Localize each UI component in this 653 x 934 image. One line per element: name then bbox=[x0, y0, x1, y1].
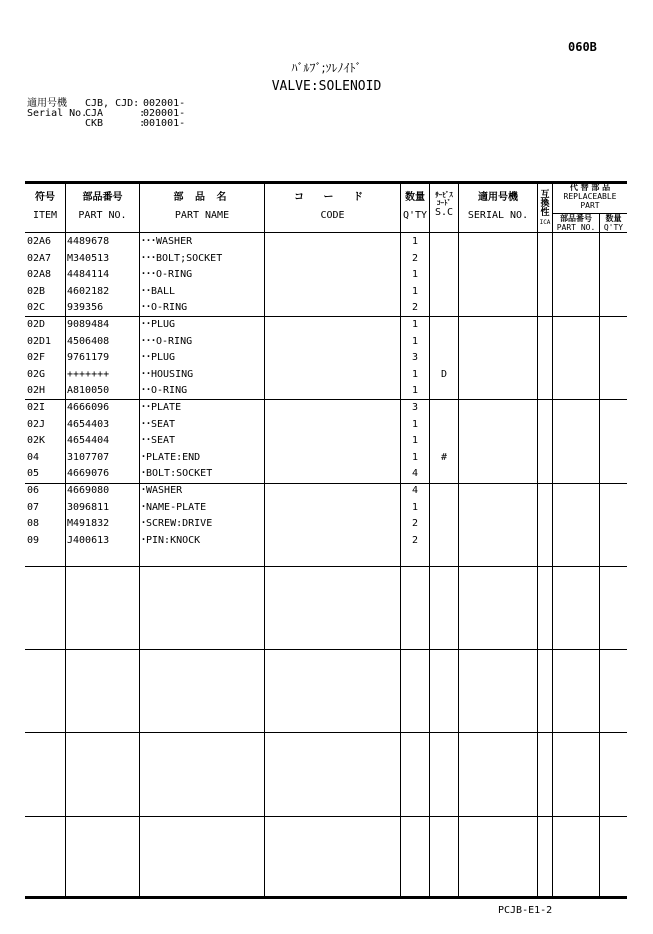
header-replaceable-part: 代 替 部 品 REPLACEABLE PART bbox=[563, 183, 617, 210]
header-code: コ ー ド CODE bbox=[294, 192, 371, 221]
serial-info bbox=[27, 99, 185, 129]
page-code: 060B bbox=[568, 40, 597, 54]
item-cell: 09 bbox=[27, 534, 40, 546]
item-cell: 04 bbox=[27, 451, 40, 463]
qty-cell: 1 bbox=[411, 285, 419, 297]
part-name-cell: ･PIN:KNOCK bbox=[141, 534, 201, 546]
part-name-cell: ･･SEAT bbox=[141, 418, 176, 430]
serial-value: 001001- bbox=[143, 118, 186, 129]
item-cell: 02H bbox=[27, 385, 46, 397]
column-divider bbox=[65, 181, 66, 897]
qty-cell: 1 bbox=[411, 319, 419, 330]
part-no-cell: M491832 bbox=[67, 518, 110, 530]
part-name-cell: ･PLATE:END bbox=[141, 451, 201, 463]
serial-model: CJB, CJD: bbox=[85, 98, 140, 109]
header-part-name: 部 品 名 PART NAME bbox=[173, 192, 231, 221]
part-name-cell: ･BOLT:SOCKET bbox=[141, 468, 213, 480]
qty-cell: 1 bbox=[411, 418, 419, 430]
item-cell: 02D bbox=[27, 319, 46, 330]
part-no-cell: 939356 bbox=[67, 302, 104, 314]
item-cell: 02G bbox=[27, 368, 46, 380]
qty-cell: 1 bbox=[411, 335, 419, 347]
qty-cell: 2 bbox=[411, 518, 419, 530]
part-name-cell: ･･PLUG bbox=[141, 319, 176, 330]
part-no-cell: 3107707 bbox=[67, 451, 110, 463]
part-no-cell: J400613 bbox=[67, 534, 110, 546]
column-divider bbox=[429, 181, 430, 897]
column-divider bbox=[537, 181, 538, 897]
part-name-cell: ･･SEAT bbox=[141, 435, 176, 447]
qty-cell: 1 bbox=[411, 269, 419, 281]
part-name-cell: ･･･BOLT;SOCKET bbox=[141, 252, 223, 264]
qty-cell: 3 bbox=[411, 352, 419, 364]
qty-cell: 4 bbox=[411, 468, 419, 480]
header-replaceable-qty: 数量 Q'TY bbox=[603, 214, 624, 232]
header-service-code: ｻｰﾋﾞｽ ｺｰﾄﾞ S.C bbox=[434, 191, 454, 218]
serial-label bbox=[27, 119, 85, 129]
title-japanese: ﾊﾞﾙﾌﾞ;ｿﾚﾉｲﾄﾞ bbox=[291, 61, 362, 75]
item-cell: 08 bbox=[27, 518, 40, 530]
item-cell: 02K bbox=[27, 435, 46, 447]
part-name-cell: ･･･WASHER bbox=[141, 236, 193, 247]
qty-cell: 1 bbox=[411, 385, 419, 397]
qty-cell: 3 bbox=[411, 402, 419, 413]
item-cell: 02J bbox=[27, 418, 46, 430]
part-name-cell: ･･O-RING bbox=[141, 385, 188, 397]
part-name-cell: ･WASHER bbox=[141, 485, 183, 496]
footer-code: PCJB-E1-2 bbox=[498, 905, 553, 916]
part-name-cell: ･･BALL bbox=[141, 285, 176, 297]
serial-label: 適用号機 bbox=[27, 98, 67, 109]
item-cell: 05 bbox=[27, 468, 40, 480]
column-divider bbox=[139, 181, 140, 897]
part-name-cell: ･･･O-RING bbox=[141, 269, 193, 281]
header-qty: 数量 Q'TY bbox=[402, 192, 428, 221]
item-cell: 02A8 bbox=[27, 269, 52, 281]
serial-model: CKB : bbox=[85, 118, 146, 129]
qty-cell: 2 bbox=[411, 302, 419, 314]
part-no-cell: 4669076 bbox=[67, 468, 110, 480]
service-code-cell: # bbox=[440, 451, 448, 463]
item-cell: 02A6 bbox=[27, 236, 52, 247]
part-name-cell: ･･PLUG bbox=[141, 352, 176, 364]
part-name-cell: ･NAME-PLATE bbox=[141, 501, 207, 513]
qty-cell: 1 bbox=[411, 368, 419, 380]
part-name-cell: ･･PLATE bbox=[141, 402, 182, 413]
part-no-cell: 4669080 bbox=[67, 485, 110, 496]
item-cell: 02C bbox=[27, 302, 46, 314]
serial-value: 020001- bbox=[143, 108, 186, 119]
header-part-no: 部品番号 PART NO. bbox=[78, 192, 127, 221]
qty-cell: 1 bbox=[411, 451, 419, 463]
item-cell: 02I bbox=[27, 402, 46, 413]
item-cell: 07 bbox=[27, 501, 40, 513]
column-divider bbox=[264, 181, 265, 897]
part-name-cell: ･･HOUSING bbox=[141, 368, 194, 380]
column-divider bbox=[552, 181, 553, 897]
serial-label: Serial No. bbox=[27, 108, 88, 119]
part-name-cell: ･･･O-RING bbox=[141, 335, 193, 347]
item-cell: 06 bbox=[27, 485, 40, 496]
part-no-cell: 4654403 bbox=[67, 418, 110, 430]
part-no-cell: 4484114 bbox=[67, 269, 110, 281]
header-replaceable-part-no: 部品番号 PART NO. bbox=[556, 214, 596, 232]
part-no-cell: M340513 bbox=[67, 252, 110, 264]
part-no-cell: 4506408 bbox=[67, 335, 110, 347]
part-no-cell: A810050 bbox=[67, 385, 110, 397]
part-no-cell: 4666096 bbox=[67, 402, 110, 413]
part-no-cell: 9089484 bbox=[67, 319, 110, 330]
part-no-cell: 4654404 bbox=[67, 435, 110, 447]
item-cell: 02A7 bbox=[27, 252, 52, 264]
part-no-cell: 4489678 bbox=[67, 236, 110, 247]
part-no-cell: 9761179 bbox=[67, 352, 110, 364]
qty-cell: 2 bbox=[411, 534, 419, 546]
qty-cell: 1 bbox=[411, 236, 419, 247]
service-code-cell: D bbox=[440, 368, 448, 380]
part-no-cell: 4602182 bbox=[67, 285, 110, 297]
header-ica: 互 換 性 ICA bbox=[539, 190, 551, 226]
part-name-cell: ･SCREW:DRIVE bbox=[141, 518, 213, 530]
serial-row bbox=[27, 119, 185, 129]
qty-cell: 1 bbox=[411, 501, 419, 513]
header-item: 符号 ITEM bbox=[32, 192, 58, 221]
part-name-cell: ･･O-RING bbox=[141, 302, 188, 314]
column-divider bbox=[599, 214, 600, 897]
item-cell: 02B bbox=[27, 285, 46, 297]
part-no-cell: 3096811 bbox=[67, 501, 110, 513]
item-cell: 02D1 bbox=[27, 335, 52, 347]
column-divider bbox=[458, 181, 459, 897]
qty-cell: 2 bbox=[411, 252, 419, 264]
header-serial-no: 適用号機 SERIAL NO. bbox=[467, 192, 529, 221]
part-no-cell: +++++++ bbox=[67, 368, 110, 380]
qty-cell: 4 bbox=[411, 485, 419, 496]
serial-model: CJA : bbox=[85, 108, 146, 119]
serial-value: 002001- bbox=[143, 98, 186, 109]
qty-cell: 1 bbox=[411, 435, 419, 447]
page-title: VALVE:SOLENOID bbox=[271, 79, 382, 94]
item-cell: 02F bbox=[27, 352, 46, 364]
